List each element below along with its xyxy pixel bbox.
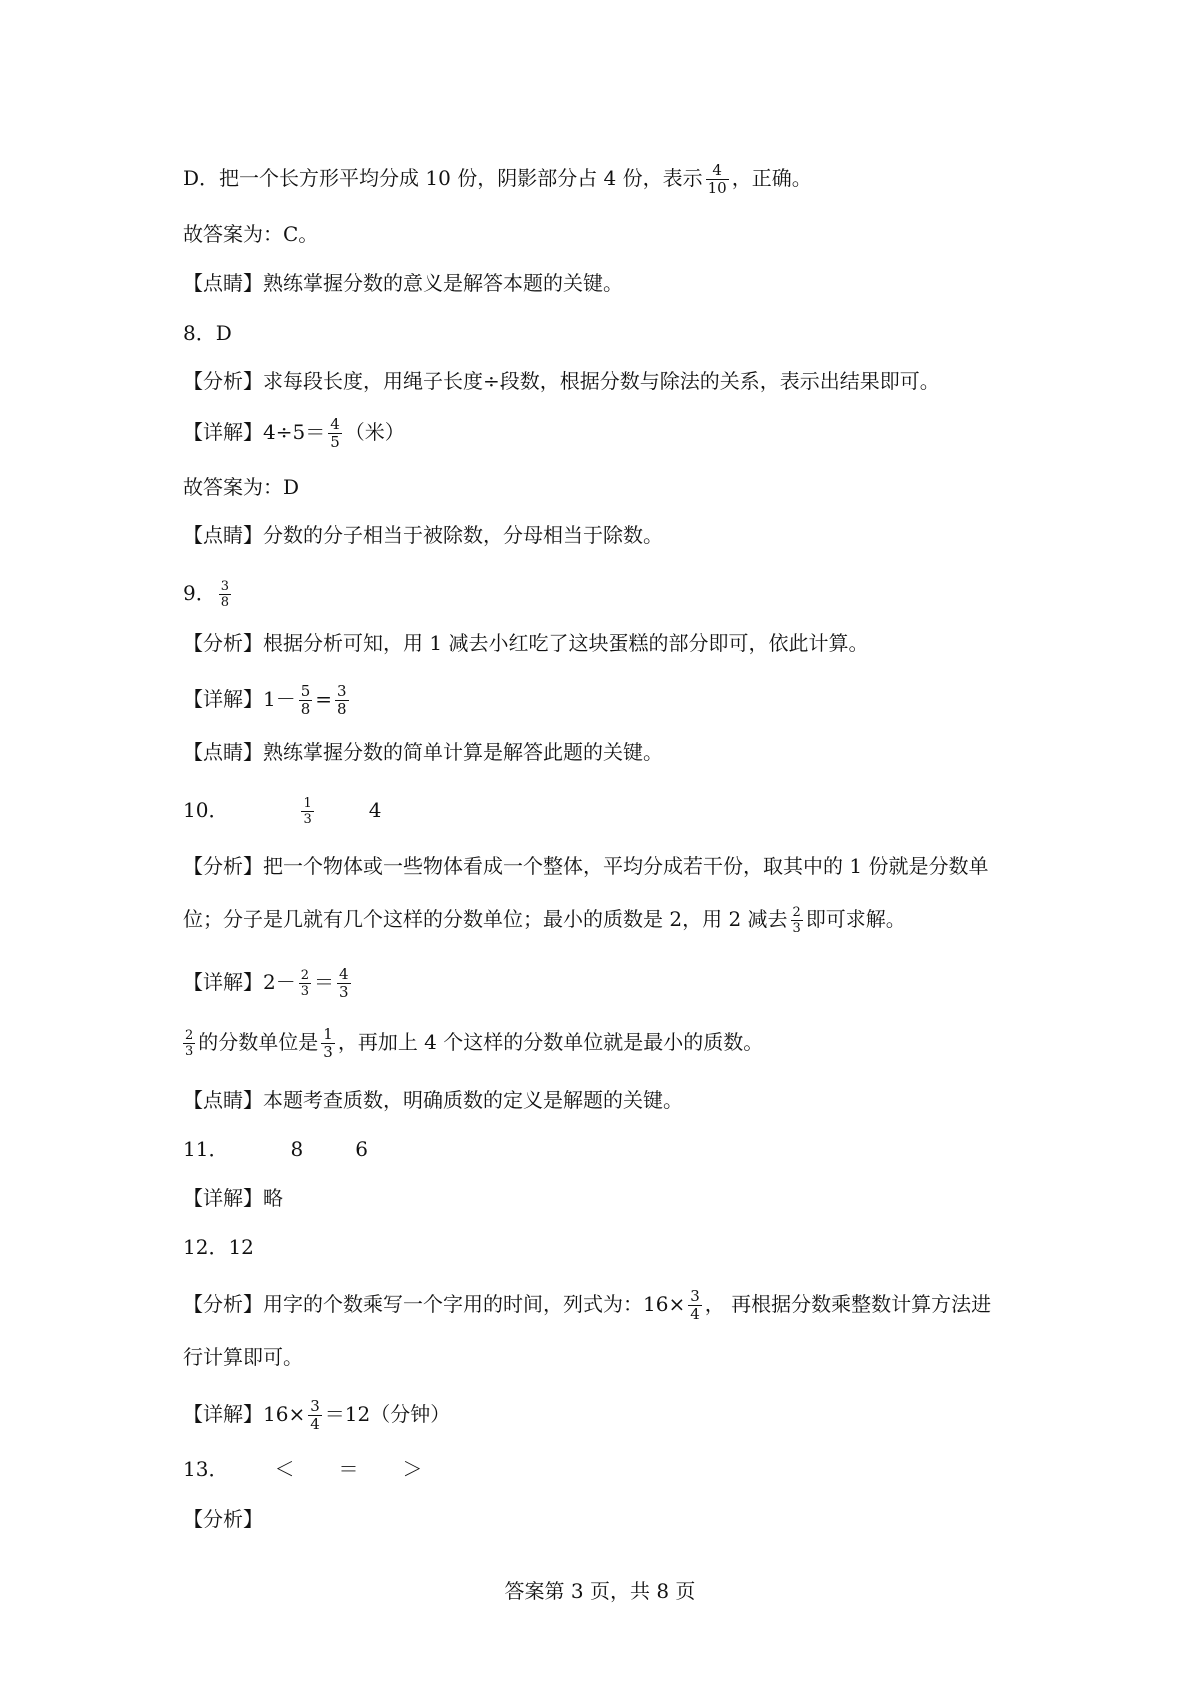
fraction: $\frac{4}{10}$: [707, 161, 727, 197]
fraction: $\frac{3}{8}$: [337, 682, 347, 718]
question-9-answer: 9． $\frac{3}{8}$: [183, 579, 230, 610]
fraction: $\frac{3}{8}$: [220, 579, 230, 610]
detail-line: 【详解】1－ $\frac{5}{8}$ = $\frac{3}{8}$: [183, 682, 347, 718]
answer-line: 故答案为：C。: [183, 222, 319, 246]
answer-line: 故答案为：D: [183, 475, 300, 499]
fraction: $\frac{2}{3}$: [792, 905, 801, 936]
analysis-line-continued: 行计算即可。: [183, 1345, 303, 1369]
analysis-line: 【分析】把一个物体或一些物体看成一个整体，平均分成若干份，取其中的 1 份就是分数单: [183, 854, 989, 878]
question-11-answer: 11． 8 6: [183, 1137, 368, 1161]
analysis-line: 【分析】: [183, 1507, 263, 1531]
analysis-line-continued: 位；分子是几就有几个这样的分数单位；最小的质数是 2，用 2 减去 $\frac{2}{3}$ 即可求解。: [183, 905, 906, 936]
fraction: $\frac{1}{3}$: [303, 796, 312, 827]
fraction: $\frac{3}{4}$: [690, 1287, 700, 1323]
fraction: $\frac{5}{8}$: [300, 682, 311, 718]
tip-line: 【点睛】熟练掌握分数的意义是解答本题的关键。: [183, 271, 623, 295]
tip-line: 【点睛】本题考查质数，明确质数的定义是解题的关键。: [183, 1088, 683, 1112]
tip-line: 【点睛】熟练掌握分数的简单计算是解答此题的关键。: [183, 740, 663, 764]
question-13-answer: 13． ＜ ＝ ＞: [183, 1457, 423, 1481]
fraction: $\frac{2}{3}$: [300, 968, 310, 999]
analysis-line: 【分析】求每段长度，用绳子长度÷段数，根据分数与除法的关系，表示出结果即可。: [183, 369, 940, 393]
fraction: $\frac{4}{3}$: [339, 965, 349, 1001]
fraction: $\frac{3}{4}$: [310, 1397, 320, 1433]
option-d-line: D．把一个长方形平均分成 10 份，阴影部分占 4 份，表示 $\frac{4}{10}$ ，正确。: [183, 161, 812, 197]
question-10-answer: 10． $\frac{1}{3}$ 4: [183, 796, 382, 827]
page-footer: 答案第 3 页，共 8 页: [504, 1579, 696, 1603]
detail-line: 【详解】4÷5＝ $\frac{4}{5}$ （米）: [183, 415, 405, 451]
question-12-answer: 12．12: [183, 1235, 254, 1259]
detail-line: 【详解】2－ $\frac{2}{3}$ ＝ $\frac{4}{3}$: [183, 965, 349, 1001]
fraction: $\frac{2}{3}$: [185, 1028, 194, 1059]
note-line: $\frac{2}{3}$ 的分数单位是 $\frac{1}{3}$ ，再加上 4 个这样的分数单位就是最小的质数。: [185, 1025, 764, 1061]
tip-line: 【点睛】分数的分子相当于被除数，分母相当于除数。: [183, 523, 663, 547]
question-8-answer: 8．D: [183, 321, 232, 345]
detail-line: 【详解】略: [183, 1186, 283, 1210]
fraction: $\frac{4}{5}$: [330, 415, 340, 451]
detail-line: 【详解】16× $\frac{3}{4}$ ＝12（分钟）: [183, 1397, 451, 1433]
analysis-line: 【分析】用字的个数乘写一个字用的时间，列式为：16× $\frac{3}{4}$ ， 再根据分数乘整数计算方法进: [183, 1287, 992, 1323]
analysis-line: 【分析】根据分析可知，用 1 减去小红吃了这块蛋糕的部分即可，依此计算。: [183, 631, 869, 655]
fraction: $\frac{1}{3}$: [323, 1025, 333, 1061]
